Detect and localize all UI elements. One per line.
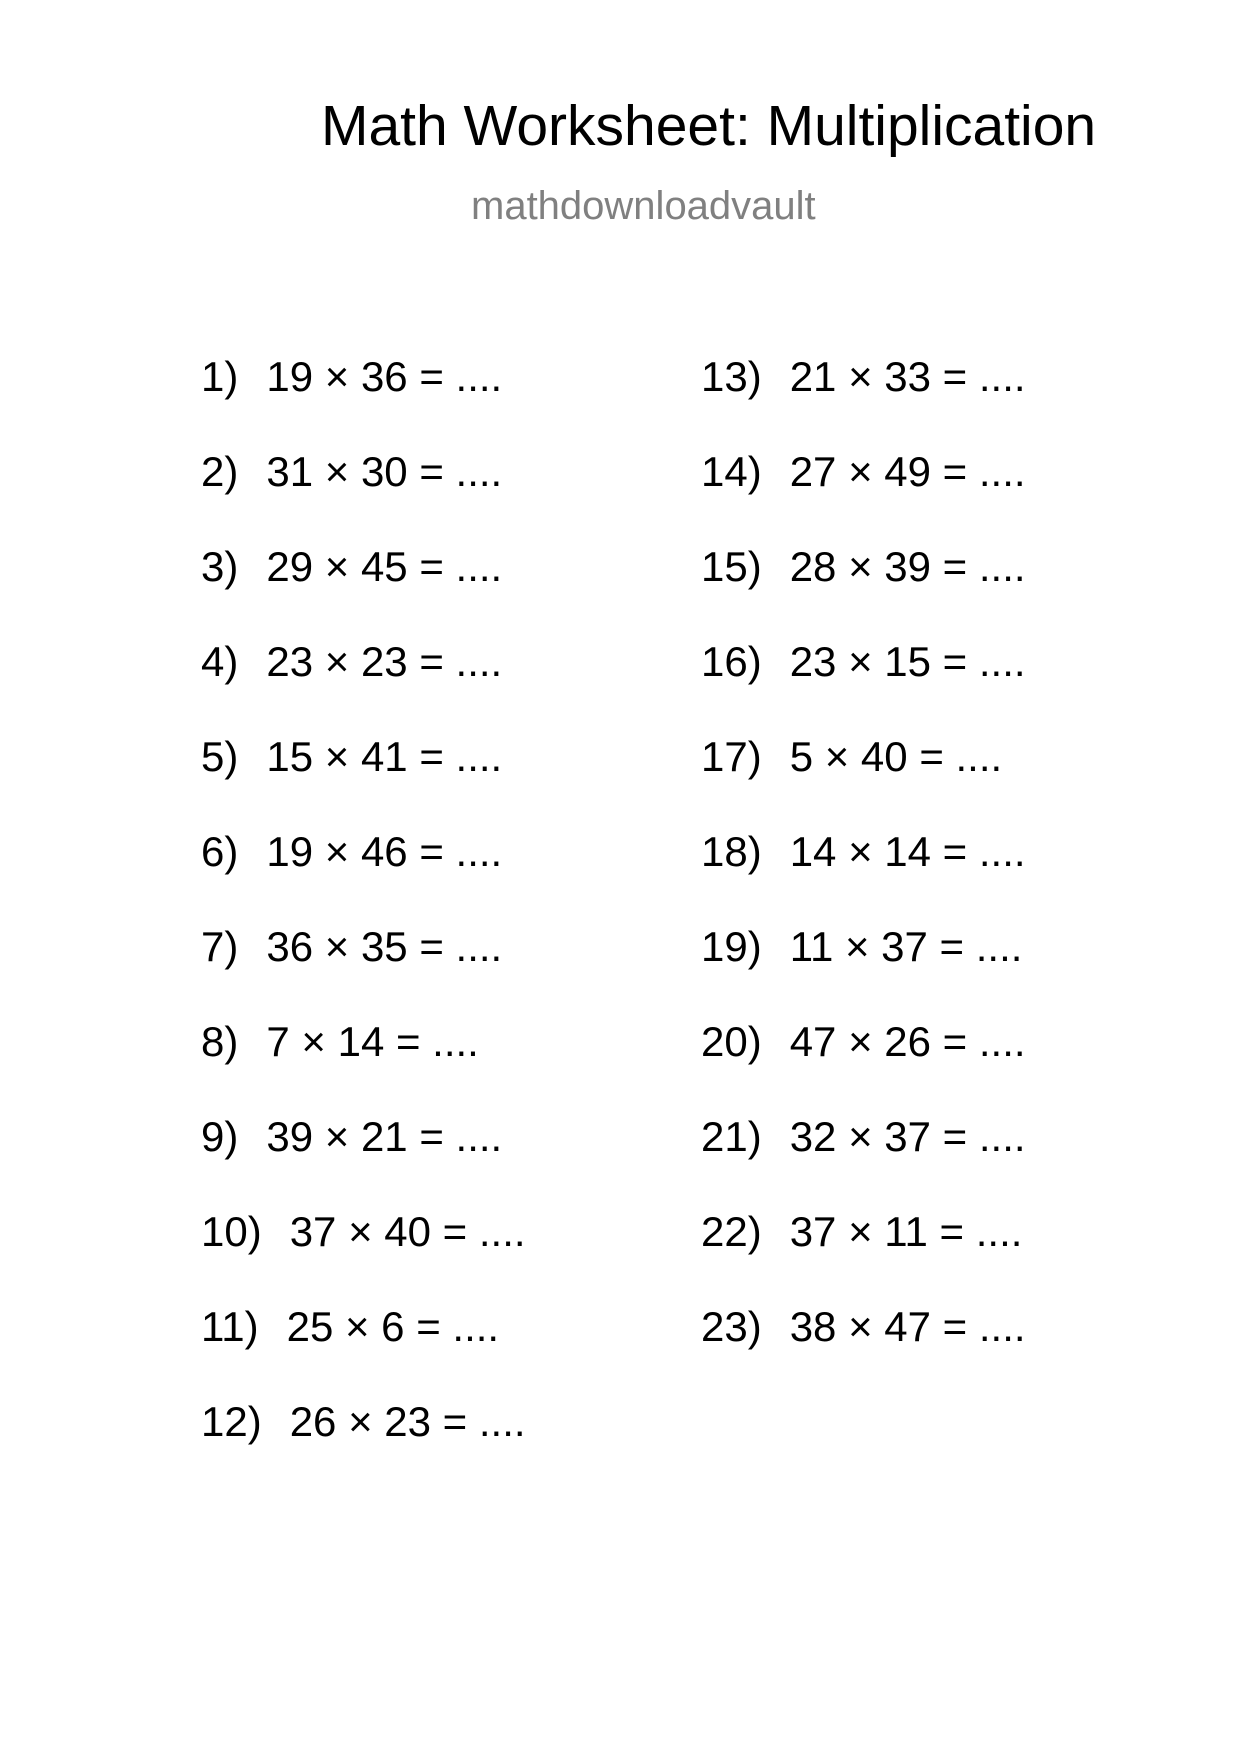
problem-number: 3) xyxy=(201,543,239,590)
problem-number: 10) xyxy=(201,1208,262,1255)
problem-item xyxy=(701,923,1026,1021)
problem-expression: 31 × 30 = .... xyxy=(266,448,503,495)
problem-number: 21) xyxy=(701,1113,762,1160)
worksheet-subtitle: mathdownloadvault xyxy=(471,184,816,228)
problem-item xyxy=(701,353,1026,451)
problem-item xyxy=(201,638,526,736)
problem-item xyxy=(201,543,526,641)
problem-expression: 37 × 40 = .... xyxy=(289,1208,526,1255)
problem-number: 15) xyxy=(701,543,762,590)
problem-expression: 26 × 23 = .... xyxy=(289,1398,526,1445)
problem-item xyxy=(201,1303,526,1401)
problem-item xyxy=(201,448,526,546)
problem-number: 17) xyxy=(701,733,762,780)
problem-number: 1) xyxy=(201,353,239,400)
problem-number: 8) xyxy=(201,1018,239,1065)
problem-item xyxy=(701,1018,1026,1116)
problem-expression: 21 × 33 = .... xyxy=(789,353,1026,400)
problem-number: 18) xyxy=(701,828,762,875)
problem-expression: 14 × 14 = .... xyxy=(789,828,1026,875)
problem-item xyxy=(701,1303,1026,1401)
problem-number: 7) xyxy=(201,923,239,970)
worksheet-title: Math Worksheet: Multiplication xyxy=(321,94,1097,158)
problem-expression: 47 × 26 = .... xyxy=(789,1018,1026,1065)
problem-number: 6) xyxy=(201,828,239,875)
problem-expression: 27 × 49 = .... xyxy=(789,448,1026,495)
problem-item xyxy=(201,353,526,451)
problem-expression: 29 × 45 = .... xyxy=(266,543,503,590)
problem-number: 11) xyxy=(201,1303,259,1350)
problem-item xyxy=(701,733,1026,831)
problem-expression: 15 × 41 = .... xyxy=(266,733,503,780)
problem-number: 12) xyxy=(201,1398,262,1445)
problem-expression: 23 × 23 = .... xyxy=(266,638,503,685)
problem-number: 19) xyxy=(701,923,762,970)
problem-number: 23) xyxy=(701,1303,762,1350)
problem-number: 2) xyxy=(201,448,239,495)
problem-expression: 11 × 37 = .... xyxy=(789,923,1023,970)
problem-item xyxy=(201,1398,526,1496)
problem-expression: 5 × 40 = .... xyxy=(789,733,1003,780)
problem-expression: 25 × 6 = .... xyxy=(286,1303,500,1350)
problem-number: 14) xyxy=(701,448,762,495)
problem-expression: 39 × 21 = .... xyxy=(266,1113,503,1160)
problem-expression: 36 × 35 = .... xyxy=(266,923,503,970)
problem-item xyxy=(201,1208,526,1306)
problem-item xyxy=(201,923,526,1021)
problem-expression: 19 × 36 = .... xyxy=(266,353,503,400)
problem-number: 16) xyxy=(701,638,762,685)
problem-number: 13) xyxy=(701,353,762,400)
problem-number: 5) xyxy=(201,733,239,780)
problem-list-left xyxy=(201,353,526,1496)
problem-item xyxy=(201,1018,526,1116)
problem-expression: 32 × 37 = .... xyxy=(789,1113,1026,1160)
problem-item xyxy=(201,733,526,831)
problem-item xyxy=(201,828,526,926)
problem-number: 20) xyxy=(701,1018,762,1065)
problem-item xyxy=(701,828,1026,926)
problem-item xyxy=(701,543,1026,641)
problem-item xyxy=(201,1113,526,1211)
problem-item xyxy=(701,1208,1026,1306)
problem-expression: 23 × 15 = .... xyxy=(789,638,1026,685)
problem-number: 22) xyxy=(701,1208,762,1255)
problem-expression: 38 × 47 = .... xyxy=(789,1303,1026,1350)
problem-number: 4) xyxy=(201,638,239,685)
problem-item xyxy=(701,448,1026,546)
problem-item xyxy=(701,1113,1026,1211)
problem-number: 9) xyxy=(201,1113,239,1160)
problem-expression: 7 × 14 = .... xyxy=(266,1018,479,1065)
problem-list-right xyxy=(701,353,1026,1401)
problem-expression: 37 × 11 = .... xyxy=(789,1208,1023,1255)
problem-item xyxy=(701,638,1026,736)
problem-expression: 28 × 39 = .... xyxy=(789,543,1026,590)
problem-expression: 19 × 46 = .... xyxy=(266,828,503,875)
